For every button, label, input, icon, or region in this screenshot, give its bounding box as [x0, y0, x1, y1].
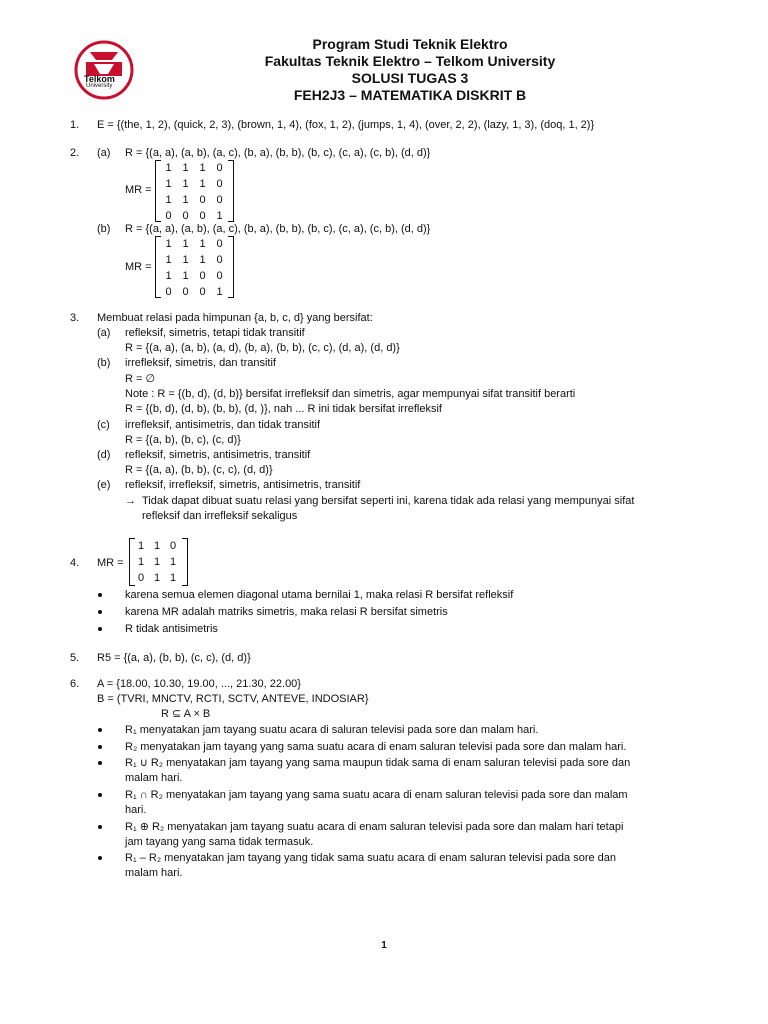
matrix-cell: 1	[216, 210, 223, 222]
matrix-cell: 0	[216, 270, 223, 282]
q6-bullet-1: R₁ menyatakan jam tayang suatu acara di saluran televisi pada sore dan malam hari.	[125, 724, 539, 736]
q2-b-mr-label: MR =	[125, 261, 152, 273]
matrix-cell: 1	[216, 286, 223, 298]
matrix-cell: 0	[199, 270, 206, 282]
matrix-cell: 1	[169, 572, 177, 584]
bullet-icon	[98, 627, 102, 631]
q3-number: 3.	[70, 312, 80, 324]
logo-subtext: University	[86, 83, 113, 89]
matrix-cell: 1	[137, 540, 145, 552]
bullet-icon	[98, 610, 102, 614]
matrix-cell: 0	[199, 286, 206, 298]
matrix-cell: 1	[165, 238, 172, 250]
q5-text: R5 = {(a, a), (b, b), (c, c), (d, d)}	[97, 652, 251, 664]
matrix-cell: 1	[182, 238, 189, 250]
q3-c-relation: R = {(a, b), (b, c), (c, d)}	[125, 434, 241, 446]
matrix-cell: 1	[165, 194, 172, 206]
bullet-icon	[98, 856, 102, 860]
arrow-icon: →	[125, 495, 136, 507]
q3-e-label: (e)	[97, 479, 111, 491]
header-course-code: FEH2J3 – MATEMATIKA DISKRIT B	[293, 87, 527, 103]
q3-a-relation: R = {(a, a), (a, b), (a, d), (b, a), (b, b), (c, c), (d, a), (d, d)}	[125, 342, 400, 354]
page-number: 1	[381, 940, 387, 951]
q3-e-answer: Tidak dapat dibuat suatu relasi yang bersifat seperti ini, karena tidak ada relasi yang mempunyai sifat	[142, 495, 635, 507]
q3-e-answer-continued: refleksif dan irrefleksif sekaligus	[142, 510, 298, 522]
q2-a-relation: R = {(a, a), (a, b), (a, c), (b, a), (b, b), (b, c), (c, a), (c, b), (d, d)}	[125, 147, 431, 159]
q3-b-note: Note : R = {(b, d), (d, b)} bersifat irrefleksif dan simetris, agar mempunyai sifat transitif berarti	[125, 388, 576, 400]
q1-number: 1.	[70, 119, 80, 131]
q6-bullet-5-continued: jam tayang yang sama tidak termasuk.	[125, 836, 314, 848]
matrix-cell: 1	[165, 270, 172, 282]
matrix-cell: 0	[216, 238, 223, 250]
q2-a-matrix	[160, 160, 228, 224]
q3-b-title: irrefleksif, simetris, dan transitif	[125, 357, 276, 369]
q3-c-label: (c)	[97, 419, 110, 431]
q6-bullet-4: R₁ ∩ R₂ menyatakan jam tayang yang sama suatu acara di enam saluran televisi pada sore dan malam	[125, 789, 628, 801]
q2-b-matrix	[160, 236, 228, 300]
matrix-cell: 0	[216, 194, 223, 206]
matrix-cell: 1	[182, 162, 189, 174]
matrix-cell: 1	[165, 162, 172, 174]
bullet-icon	[98, 825, 102, 829]
matrix-cell: 1	[153, 556, 161, 568]
q5-number: 5.	[70, 652, 80, 664]
matrix-cell: 0	[169, 540, 177, 552]
q6-bullet-3: R₁ ∪ R₂ menyatakan jam tayang yang sama maupun tidak sama di enam saluran televisi pada sore dan	[125, 757, 631, 769]
matrix-cell: 1	[182, 194, 189, 206]
matrix-cell: 1	[182, 254, 189, 266]
bullet-icon	[98, 593, 102, 597]
q2-number: 2.	[70, 147, 80, 159]
q4-number: 4.	[70, 557, 80, 569]
matrix-cell: 1	[153, 540, 161, 552]
matrix-cell: 1	[169, 556, 177, 568]
matrix-cell: 1	[137, 556, 145, 568]
matrix-cell: 1	[199, 162, 206, 174]
q4-bullet-1: karena semua elemen diagonal utama bernilai 1, maka relasi R bersifat refleksif	[125, 589, 514, 601]
matrix-cell: 1	[199, 238, 206, 250]
header-faculty: Fakultas Teknik Elektro – Telkom University	[264, 53, 556, 69]
matrix-cell: 1	[182, 270, 189, 282]
matrix-cell: 0	[216, 178, 223, 190]
q4-mr-label: MR =	[97, 557, 124, 569]
q2-b-relation: R = {(a, a), (a, b), (a, c), (b, a), (b, b), (b, c), (c, a), (c, b), (d, d)}	[125, 223, 431, 235]
bullet-icon	[98, 745, 102, 749]
q4-bullet-2: karena MR adalah matriks simetris, maka relasi R bersifat simetris	[125, 606, 448, 618]
q6-number: 6.	[70, 678, 80, 690]
q3-d-relation: R = {(a, a), (b, b), (c, c), (d, d)}	[125, 464, 273, 476]
q2-a-right-bracket	[228, 160, 234, 222]
q2-b-label: (b)	[97, 223, 111, 235]
q4-matrix	[133, 538, 181, 586]
matrix-cell: 1	[182, 178, 189, 190]
q3-c-title: irrefleksif, antisimetris, dan tidak transitif	[125, 419, 321, 431]
q6-bullet-6-continued: malam hari.	[125, 867, 183, 879]
q6-bullet-2: R₂ menyatakan jam tayang yang sama suatu acara di enam saluran televisi pada sore dan malam hari.	[125, 741, 627, 753]
q6-relation-subset: R ⊆ A × B	[161, 708, 211, 720]
matrix-cell: 1	[199, 254, 206, 266]
q6-bullet-6: R₁ – R₂ menyatakan jam tayang yang tidak sama suatu acara di enam saluran televisi pada sore dan	[125, 852, 617, 864]
matrix-cell: 0	[199, 210, 206, 222]
bullet-icon	[98, 761, 102, 765]
q3-a-label: (a)	[97, 327, 111, 339]
q4-right-bracket	[182, 538, 188, 586]
matrix-cell: 0	[216, 254, 223, 266]
matrix-cell: 0	[165, 286, 172, 298]
matrix-cell: 1	[165, 254, 172, 266]
matrix-cell: 0	[199, 194, 206, 206]
bullet-icon	[98, 793, 102, 797]
q3-b-label: (b)	[97, 357, 111, 369]
matrix-cell: 1	[153, 572, 161, 584]
matrix-cell: 0	[182, 210, 189, 222]
q6-bullet-5: R₁ ⊕ R₂ menyatakan jam tayang suatu acara di enam saluran televisi pada sore dan malam hari tetapi	[125, 821, 624, 833]
q3-b-note-continued: R = {(b, d), (d, b), (b, b), (d, )}, nah ... R ini tidak bersifat irrefleksif	[125, 403, 442, 415]
logo-text: Telkom	[84, 74, 115, 84]
q3-d-title: refleksif, simetris, antisimetris, transitif	[125, 449, 311, 461]
header-solution-title: SOLUSI TUGAS 3	[351, 70, 469, 86]
q3-intro: Membuat relasi pada himpunan {a, b, c, d} yang bersifat:	[97, 312, 373, 324]
q1-text: E = {(the, 1, 2), (quick, 2, 3), (brown, 1, 4), (fox, 1, 2), (jumps, 1, 4), (over, 2, 2), (lazy, 1, 3), (doq, 1, 2)}	[97, 119, 595, 131]
matrix-cell: 0	[216, 162, 223, 174]
q2-a-mr-label: MR =	[125, 184, 152, 196]
matrix-cell: 0	[137, 572, 145, 584]
q6-bullet-3-continued: malam hari.	[125, 772, 183, 784]
q6-bullet-4-continued: hari.	[125, 804, 147, 816]
q6-set-a: A = {18.00, 10.30, 19.00, ..., 21.30, 22.00}	[97, 678, 301, 690]
q6-set-b: B = (TVRI, MNCTV, RCTI, SCTV, ANTEVE, INDOSIAR}	[97, 693, 369, 705]
q3-b-relation: R = ∅	[125, 373, 156, 385]
matrix-cell: 1	[199, 178, 206, 190]
q3-d-label: (d)	[97, 449, 111, 461]
matrix-cell: 0	[165, 210, 172, 222]
q3-e-title: refleksif, irrefleksif, simetris, antisimetris, transitif	[125, 479, 361, 491]
q3-a-title: refleksif, simetris, tetapi tidak transitif	[125, 327, 305, 339]
matrix-cell: 0	[182, 286, 189, 298]
matrix-cell: 1	[165, 178, 172, 190]
q2-a-label: (a)	[97, 147, 111, 159]
q4-bullet-3: R tidak antisimetris	[125, 623, 218, 635]
bullet-icon	[98, 728, 102, 732]
q2-b-right-bracket	[228, 236, 234, 298]
header-program: Program Studi Teknik Elektro	[312, 36, 508, 52]
